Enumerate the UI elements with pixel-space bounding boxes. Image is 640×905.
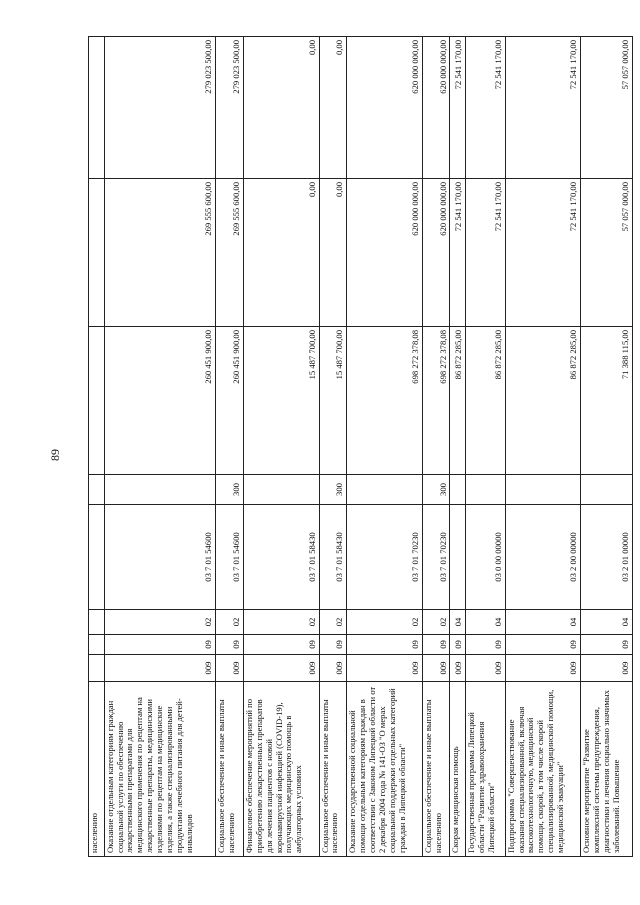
row-sum-year3: 279 023 500,00: [216, 37, 244, 179]
row-section: 09: [319, 635, 347, 655]
row-sum-year1: 15 487 700,00: [243, 327, 319, 475]
table-row: [581, 37, 633, 857]
row-subsection: 02: [104, 610, 216, 635]
row-subsection: 02: [216, 610, 244, 635]
row-target-article: 03 7 01 54600: [104, 505, 216, 610]
row-section: 09: [581, 635, 633, 655]
row-name: Подпрограмма "Совершенствование оказания специализированной, включая высокотехнологичную, медицинской помощи, скорой, в том числе скорой специализированной, медицинской помощи, медицинской эвакуации": [505, 682, 581, 857]
row-sum-year2: 0,00: [243, 179, 319, 327]
budget-table-sheet: [88, 37, 633, 857]
row-target-article: [450, 505, 466, 610]
budget-table: [88, 36, 633, 857]
row-admin-code: 009: [422, 655, 450, 682]
row-sum-year1: 260 451 900,00: [216, 327, 244, 475]
row-section: 09: [505, 635, 581, 655]
row-sum-year2: 0,00: [319, 179, 347, 327]
row-name: Финансовое обеспечение мероприятий по приобретению лекарственных препаратов для лечения пациентов с новой коронавирусной инфекцией (COVID-19), получающих медицинскую помощь в амбулаторных условиях: [243, 682, 319, 857]
table-row: [347, 37, 423, 857]
page-number: 89: [48, 449, 62, 461]
row-name: Социальное обеспечение и иные выплаты населению: [216, 682, 244, 857]
row-name: населению: [89, 682, 105, 857]
row-sum-year2: 72 541 170,00: [466, 179, 506, 327]
row-sum-year3: [89, 37, 105, 179]
row-sum-year2: 269 555 600,00: [216, 179, 244, 327]
row-sum-year1: [89, 327, 105, 475]
row-expense-type: [505, 475, 581, 505]
row-admin-code: 009: [347, 655, 423, 682]
table-row: [216, 37, 244, 857]
row-sum-year2: 620 000 000,00: [422, 179, 450, 327]
row-subsection: 04: [505, 610, 581, 635]
table-row: [450, 37, 466, 857]
row-name: Социальное обеспечение и иные выплаты населению: [422, 682, 450, 857]
row-admin-code: 009: [319, 655, 347, 682]
row-sum-year2: 72 541 170,00: [505, 179, 581, 327]
row-subsection: 02: [319, 610, 347, 635]
row-sum-year2: 72 541 170,00: [450, 179, 466, 327]
row-section: 09: [104, 635, 216, 655]
row-sum-year1: 15 487 700,00: [319, 327, 347, 475]
row-section: 09: [216, 635, 244, 655]
table-row: [422, 37, 450, 857]
row-subsection: 02: [422, 610, 450, 635]
row-target-article: 03 7 01 54600: [216, 505, 244, 610]
row-sum-year3: 72 541 170,00: [450, 37, 466, 179]
row-name: Оказание государственной социальной помощи отдельным категориям граждан в соответствии с Законом Липецкой области от 2 декабря 2004 года № 141-ОЗ "О мерах социальной поддержки отдельных категорий граждан в Липецкой области": [347, 682, 423, 857]
row-expense-type: 300: [319, 475, 347, 505]
row-target-article: 03 2 00 00000: [505, 505, 581, 610]
row-sum-year3: 620 000 000,00: [422, 37, 450, 179]
row-admin-code: 009: [581, 655, 633, 682]
table-row: [319, 37, 347, 857]
row-sum-year2: 269 555 600,00: [104, 179, 216, 327]
row-subsection: 04: [466, 610, 506, 635]
table-row: [104, 37, 216, 857]
row-sum-year1: 86 872 285,00: [466, 327, 506, 475]
row-name: Оказание отдельным категориям граждан социальной услуги по обеспечению лекарственными препаратами для медицинского применения по рецептам на лекарственные препараты, медицинскими изделиями по рецептам на медицинские изделия, а также специализированными продуктами лечебного питания для детей-инвалидов: [104, 682, 216, 857]
row-sum-year1: 86 872 285,00: [505, 327, 581, 475]
row-admin-code: 009: [243, 655, 319, 682]
row-sum-year2: 620 000 000,00: [347, 179, 423, 327]
row-subsection: 04: [450, 610, 466, 635]
row-expense-type: [89, 475, 105, 505]
row-sum-year3: 0,00: [319, 37, 347, 179]
row-sum-year2: 57 057 000,00: [581, 179, 633, 327]
row-sum-year3: 72 541 170,00: [505, 37, 581, 179]
row-section: 09: [466, 635, 506, 655]
row-subsection: 02: [243, 610, 319, 635]
row-admin-code: 009: [505, 655, 581, 682]
row-target-article: 03 0 00 00000: [466, 505, 506, 610]
row-sum-year3: 72 541 170,00: [466, 37, 506, 179]
row-expense-type: 300: [216, 475, 244, 505]
row-expense-type: [450, 475, 466, 505]
row-target-article: [89, 505, 105, 610]
table-row: [243, 37, 319, 857]
row-admin-code: [89, 655, 105, 682]
row-sum-year3: 279 023 500,00: [104, 37, 216, 179]
row-target-article: 03 7 01 70230: [422, 505, 450, 610]
row-subsection: 04: [581, 610, 633, 635]
row-admin-code: 009: [450, 655, 466, 682]
table-body: [89, 37, 633, 857]
row-expense-type: [243, 475, 319, 505]
row-sum-year3: 0,00: [243, 37, 319, 179]
row-name: Скорая медицинская помощь: [450, 682, 466, 857]
row-name: Социальное обеспечение и иные выплаты населению: [319, 682, 347, 857]
row-sum-year1: 698 272 378,08: [347, 327, 423, 475]
row-target-article: 03 2 01 00000: [581, 505, 633, 610]
row-section: 09: [243, 635, 319, 655]
row-section: 09: [347, 635, 423, 655]
row-sum-year1: 86 872 285,00: [450, 327, 466, 475]
row-admin-code: 009: [104, 655, 216, 682]
row-sum-year3: 620 000 000,00: [347, 37, 423, 179]
row-expense-type: [581, 475, 633, 505]
row-admin-code: 009: [466, 655, 506, 682]
row-admin-code: 009: [216, 655, 244, 682]
row-section: 09: [422, 635, 450, 655]
row-target-article: 03 7 01 58430: [243, 505, 319, 610]
row-sum-year1: 260 451 900,00: [104, 327, 216, 475]
row-section: [89, 635, 105, 655]
row-sum-year3: 57 057 000,00: [581, 37, 633, 179]
row-expense-type: [347, 475, 423, 505]
table-row: [89, 37, 105, 857]
row-target-article: 03 7 01 58430: [319, 505, 347, 610]
row-expense-type: [466, 475, 506, 505]
row-sum-year2: [89, 179, 105, 327]
row-sum-year1: 698 272 378,08: [422, 327, 450, 475]
row-subsection: 02: [347, 610, 423, 635]
row-name: Государственная программа Липецкой области "Развитие здравоохранения Липецкой области": [466, 682, 506, 857]
row-expense-type: [104, 475, 216, 505]
row-expense-type: 300: [422, 475, 450, 505]
table-row: [505, 37, 581, 857]
row-subsection: [89, 610, 105, 635]
row-name: Основное мероприятие "Развитие комплексной системы предупреждения, диагностики и лечения социально значимых заболеваний. Повышение: [581, 682, 633, 857]
row-sum-year1: 71 388 115,00: [581, 327, 633, 475]
table-row: [466, 37, 506, 857]
row-target-article: 03 7 01 70230: [347, 505, 423, 610]
row-section: 09: [450, 635, 466, 655]
